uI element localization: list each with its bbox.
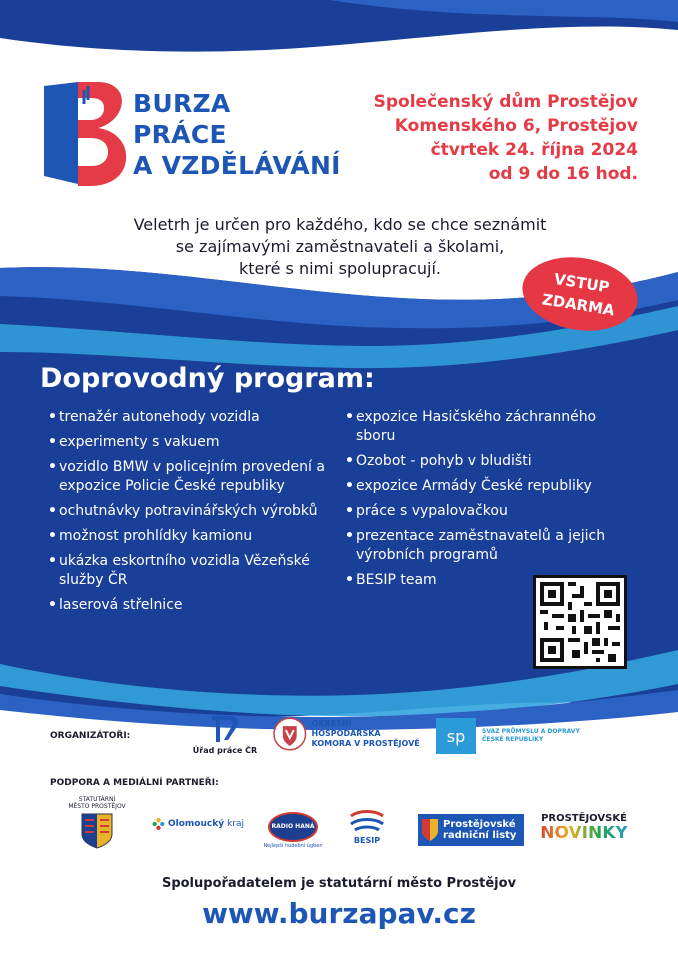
kraj-label: kraj <box>227 819 244 829</box>
program-item-text: práce s vypalovačkou <box>356 503 508 519</box>
program-list-left <box>48 408 333 621</box>
bullet-icon: • <box>48 597 57 613</box>
program-item-text: ukázka eskortního vozidla Vězeňské služby ČR <box>59 553 310 588</box>
program-item <box>345 477 625 496</box>
komora-emblem-icon <box>272 716 308 752</box>
burza-logo-icon <box>40 80 130 190</box>
program-item-text: laserová střelnice <box>59 597 183 613</box>
urad-prace-logo <box>190 714 260 755</box>
olomoucky-label: Olomoucký <box>167 819 225 829</box>
urad-prace-label: Úřad práce ČR <box>192 746 258 755</box>
program-item <box>48 527 333 546</box>
bullet-icon: • <box>345 453 354 469</box>
program-item-text: ochutnávky potravinářských výrobků <box>59 503 318 519</box>
brand-line-3: A VZDĚLÁVÁNÍ <box>133 151 341 180</box>
program-item-text: experimenty s vakuem <box>59 434 220 450</box>
badge-line-2: ZDARMA <box>540 290 616 320</box>
qr-code-icon <box>536 578 624 666</box>
program-item <box>48 433 333 452</box>
radnicni-listy-logo <box>418 814 524 846</box>
olomoucky-kraj-icon <box>152 812 165 836</box>
organizers-label: ORGANIZÁTOŘI: <box>50 731 131 741</box>
bullet-icon: • <box>48 553 57 569</box>
intro-line-2: se zajímavými zaměstnavateli a školami, <box>175 237 505 256</box>
mesto-label-line-1: STATUTÁRNÍ <box>78 796 116 803</box>
program-item <box>48 596 333 615</box>
program-item-text: vozidlo BMW v policejním provedení a expozice Policie České republiky <box>59 459 325 494</box>
svaz-mark-icon: sp <box>436 718 476 754</box>
radnicni-listy-label <box>443 819 516 841</box>
radio-hana-subtitle: Nejlepší hudební úgben <box>263 843 323 849</box>
program-item-text: expozice Armády České republiky <box>356 478 592 494</box>
program-title: Doprovodný program: <box>40 363 375 394</box>
bullet-icon: • <box>345 572 354 588</box>
radnicni-listy-icon <box>421 818 439 842</box>
brand-name <box>133 88 341 181</box>
prostejovske-novinky-logo <box>536 812 632 843</box>
radio-hana-badge: RADIO HANÁ <box>268 812 318 842</box>
program-item <box>48 408 333 427</box>
partners-label: PODPORA A MEDIÁLNÍ PARTNEŘI: <box>50 778 219 788</box>
svaz-label-line-1: SVAZ PRŮMYSLU A DOPRAVY <box>482 728 580 735</box>
program-item <box>345 408 625 446</box>
badge-line-1: VSTUP <box>552 269 611 297</box>
website-link[interactable]: www.burzapav.cz <box>202 897 476 930</box>
novinky-line-2: NOVINKY <box>536 826 632 840</box>
cosponsor-text: Spolupořadatelem je statutární město Prostějov <box>161 876 517 891</box>
brand-line-1: BURZA <box>133 89 231 118</box>
program-item <box>345 452 625 471</box>
event-address: Komenského 6, Prostějov <box>394 116 638 136</box>
radnicni-listy-line-2: radniční listy <box>443 830 517 841</box>
program-item <box>345 527 625 565</box>
prostejov-coat-of-arms-icon <box>80 812 114 850</box>
event-venue: Společenský dům Prostějov <box>373 92 638 112</box>
bullet-icon: • <box>345 528 354 544</box>
bullet-icon: • <box>48 528 57 544</box>
bullet-icon: • <box>48 459 57 475</box>
qr-code[interactable] <box>533 575 627 669</box>
program-item-text: Ozobot - pohyb v bludišti <box>356 453 532 469</box>
urad-prace-icon <box>208 714 242 744</box>
bullet-icon: • <box>48 409 57 425</box>
bullet-icon: • <box>345 503 354 519</box>
program-item <box>48 458 333 496</box>
intro-line-1: Veletrh je určen pro každého, kdo se chce seznámit <box>133 215 547 234</box>
program-item <box>48 552 333 590</box>
event-info <box>374 90 638 186</box>
bullet-icon: • <box>345 478 354 494</box>
program-item <box>48 502 333 521</box>
besip-logo <box>342 810 392 845</box>
komora-logo <box>272 716 422 752</box>
event-date: čtvrtek 24. října 2024 <box>430 140 638 160</box>
program-item-text: BESIP team <box>356 572 437 588</box>
bullet-icon: • <box>345 409 354 425</box>
program-item-text: expozice Hasičského záchranného sboru <box>356 409 597 444</box>
radio-hana-logo <box>258 812 328 849</box>
svaz-prumyslu-logo <box>436 718 636 754</box>
mesto-label-line-2: MĚSTO PROSTĚJOV <box>68 803 126 810</box>
mesto-prostejov-logo <box>60 796 134 852</box>
svaz-label <box>482 728 580 744</box>
event-time: od 9 do 16 hod. <box>488 164 638 184</box>
novinky-line-1: PROSTĚJOVSKÉ <box>541 813 627 824</box>
bullet-icon: • <box>48 434 57 450</box>
program-item <box>345 502 625 521</box>
bullet-icon: • <box>48 503 57 519</box>
program-item-text: trenažér autonehody vozidla <box>59 409 260 425</box>
besip-icon <box>347 810 387 834</box>
program-item-text: prezentace zaměstnavatelů a jejich výrobních programů <box>356 528 606 563</box>
komora-label <box>312 719 422 749</box>
komora-label-line-1: OKRESNÍ HOSPODÁŘSKÁ <box>311 719 381 738</box>
radnicni-listy-line-1: Prostějovské <box>443 819 516 830</box>
olomoucky-kraj-logo <box>152 812 244 836</box>
komora-label-line-2: KOMORA V PROSTĚJOVĚ <box>311 739 420 748</box>
besip-label: BESIP <box>353 836 381 845</box>
brand-line-2: PRÁCE <box>133 120 227 149</box>
intro-line-3: které s nimi spolupracují. <box>239 259 441 278</box>
program-item-text: možnost prohlídky kamionu <box>59 528 253 544</box>
intro-text <box>100 214 580 280</box>
svaz-label-line-2: ČESKÉ REPUBLIKY <box>482 736 544 743</box>
program-list-right <box>345 408 625 596</box>
